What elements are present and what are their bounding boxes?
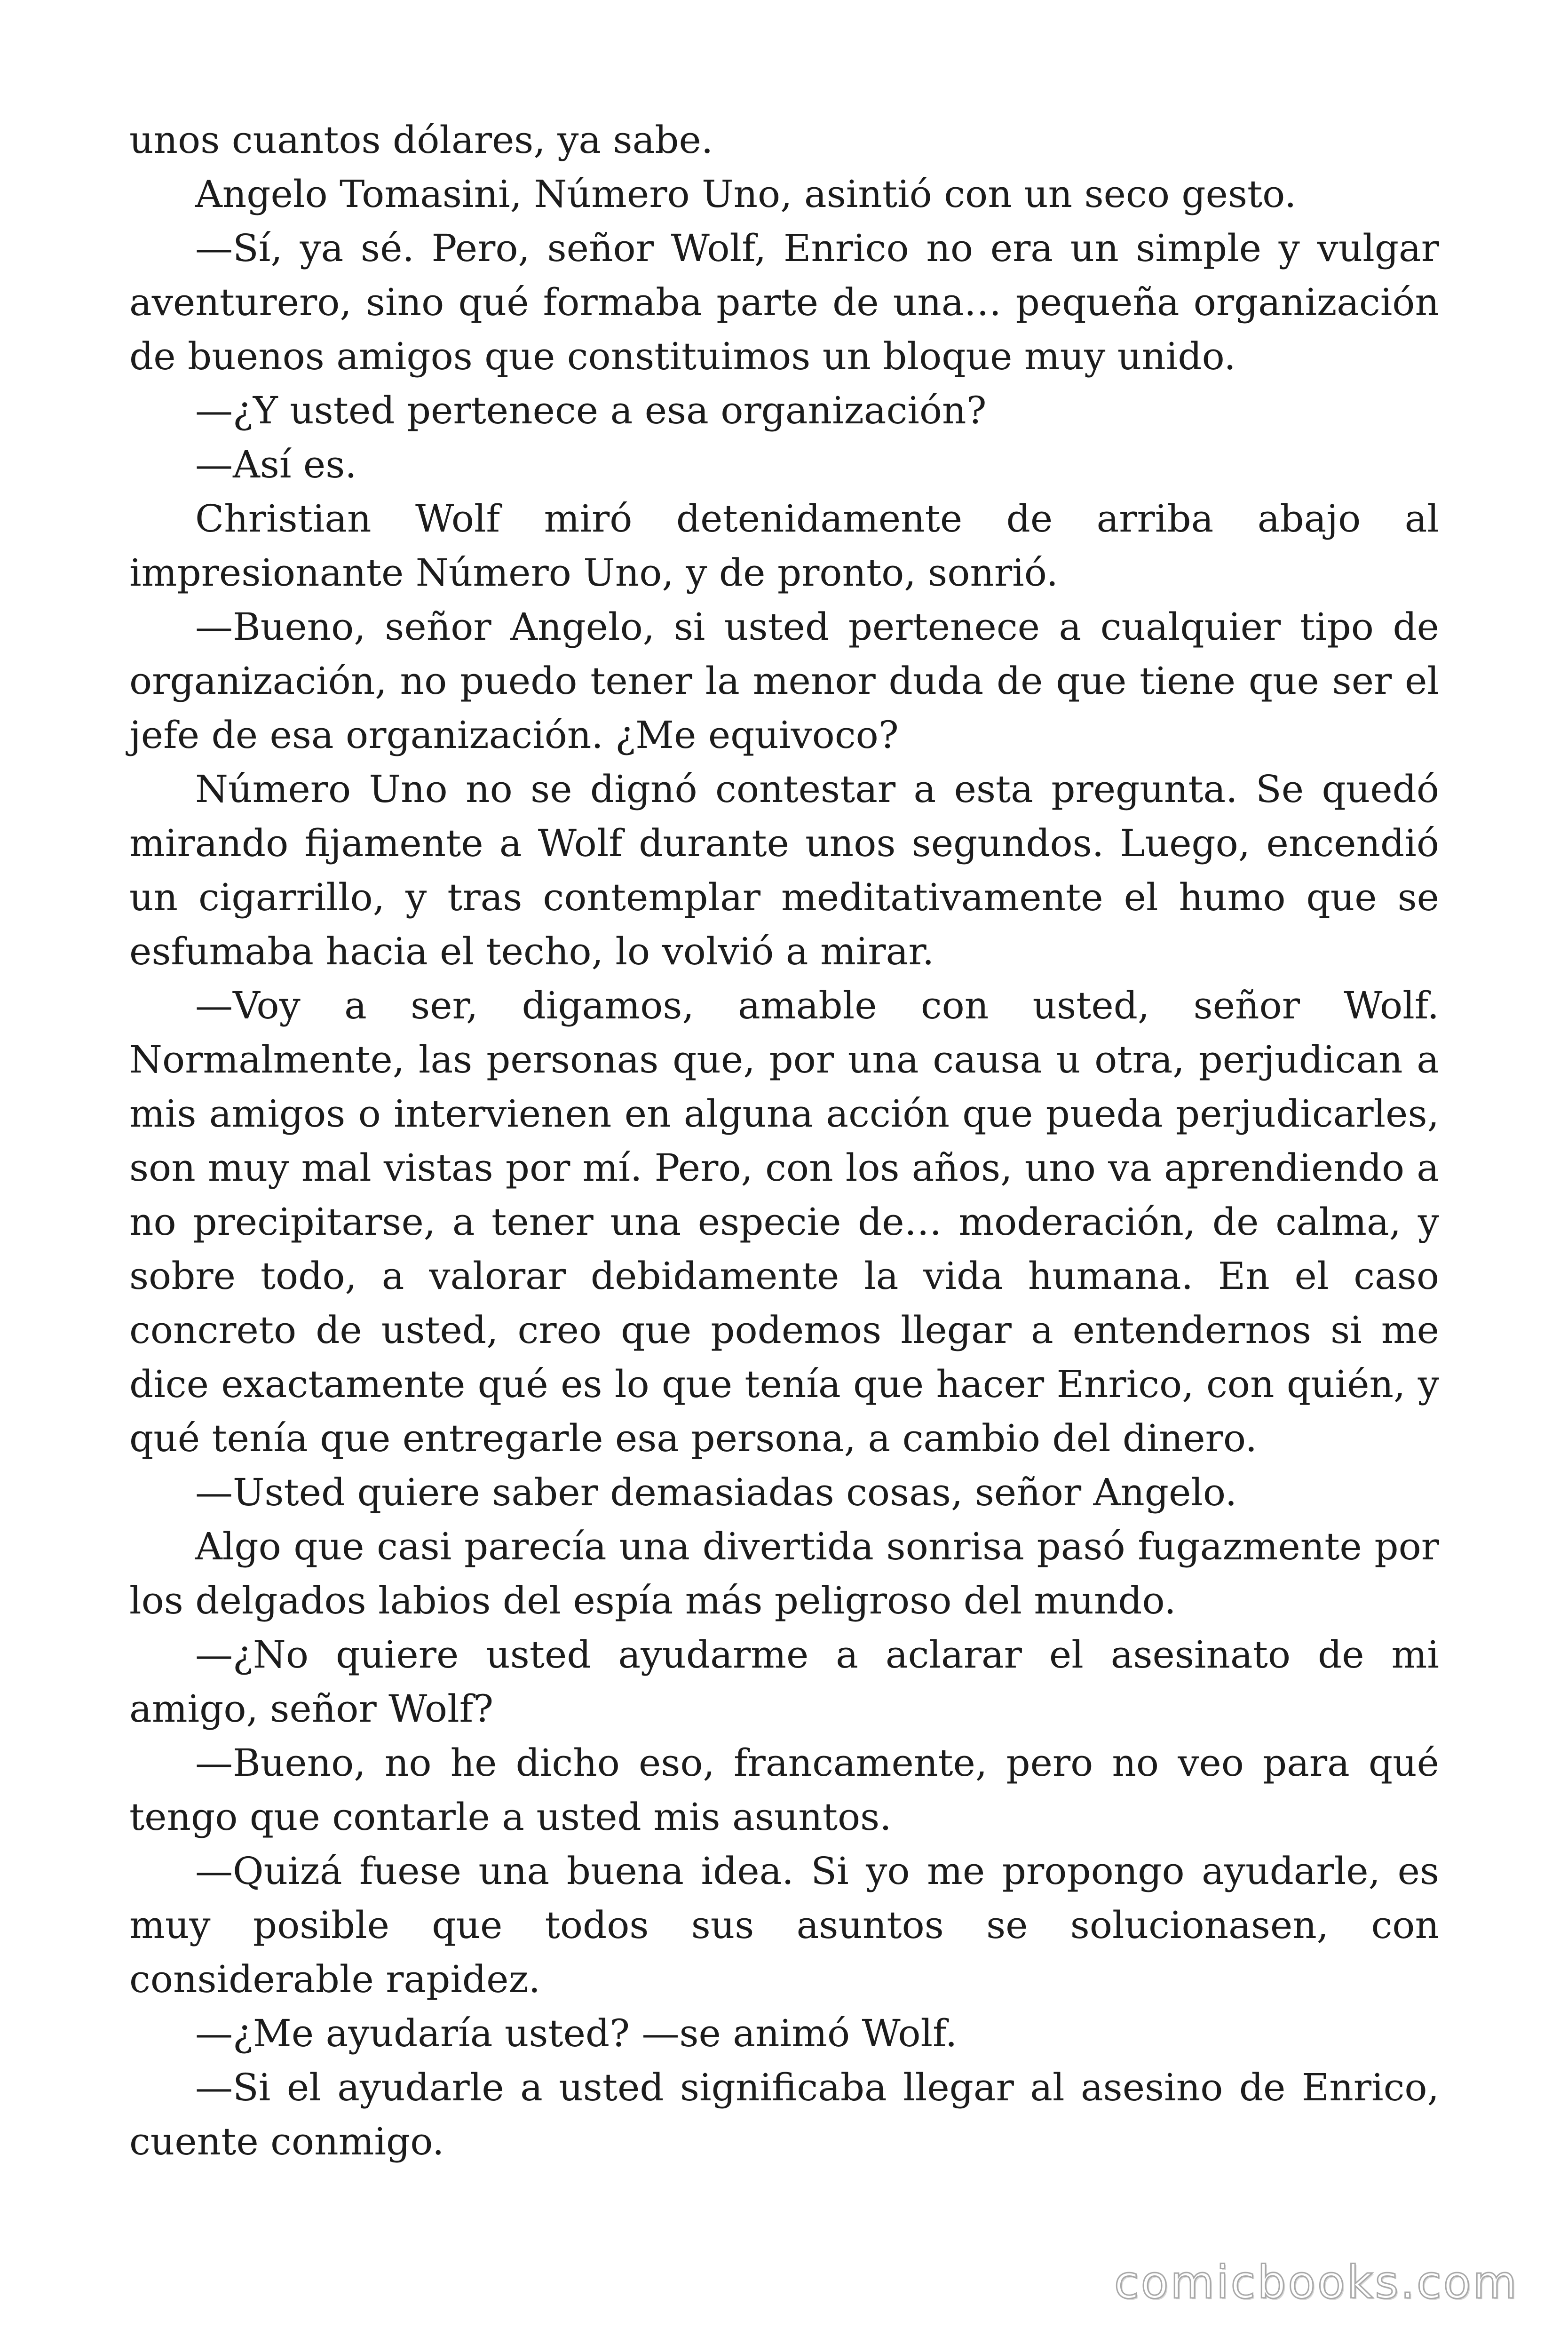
paragraph-14: —Quizá fuese una buena idea. Si yo me propongo ayudarle, es muy posible que todos sus asuntos se solucionasen, con considerable rapidez. — [129, 1849, 1439, 2001]
paragraph-6: Christian Wolf miró detenidamente de arriba abajo al impresionante Número Uno, y de pronto, sonrió. — [129, 497, 1439, 595]
paragraph-11: Algo que casi parecía una divertida sonrisa pasó fugazmente por los delgados labios del espía más peligroso del mundo. — [129, 1525, 1439, 1622]
paragraph-1: unos cuantos dólares, ya sabe. — [129, 118, 713, 162]
paragraph-13: —Bueno, no he dicho eso, francamente, pero no veo para qué tengo que contarle a usted mis asuntos. — [129, 1741, 1439, 1839]
paragraph-12: —¿No quiere usted ayudarme a aclarar el asesinato de mi amigo, señor Wolf? — [129, 1633, 1439, 1731]
paragraph-16: —Si el ayudarle a usted significaba llegar al asesino de Enrico, cuente conmigo. — [129, 2066, 1439, 2163]
paragraph-15: —¿Me ayudaría usted? —se animó Wolf. — [195, 2011, 958, 2055]
paragraph-10: —Usted quiere saber demasiadas cosas, señor Angelo. — [195, 1470, 1237, 1514]
paragraph-5: —Así es. — [195, 443, 357, 486]
watermark: comicbooks.com — [1114, 2256, 1519, 2309]
paragraph-4: —¿Y usted pertenece a esa organización? — [195, 389, 987, 432]
page-text — [129, 113, 1439, 2169]
paragraph-9: —Voy a ser, digamos, amable con usted, señor Wolf. Normalmente, las personas que, por una causa u otra, perjudican a mis amigos o intervienen en alguna acción que pueda perjudicarles, son muy mal vistas por mí. Pero, con los años, uno va aprendiendo a no precipitarse, a tener una especie de… moderación, de calma, y sobre todo, a valorar debidamente la vida humana. En el caso concreto de usted, creo que podemos llegar a entendernos si me dice exactamente qué es lo que tenía que hacer Enrico, con quién, y qué tenía que entregarle esa persona, a cambio del dinero. — [129, 984, 1439, 1460]
paragraph-8: Número Uno no se dignó contestar a esta pregunta. Se quedó mirando fijamente a Wolf durante unos segundos. Luego, encendió un cigarrillo, y tras contemplar meditativamente el humo que se esfumaba hacia el techo, lo volvió a mirar. — [129, 767, 1439, 973]
paragraph-3: —Sí, ya sé. Pero, señor Wolf, Enrico no era un simple y vulgar aventurero, sino qué formaba parte de una… pequeña organización de buenos amigos que constituimos un bloque muy unido. — [129, 226, 1439, 378]
paragraph-7: —Bueno, señor Angelo, si usted pertenece a cualquier tipo de organización, no puedo tener la menor duda de que tiene que ser el jefe de esa organización. ¿Me equivoco? — [129, 605, 1439, 757]
paragraph-2: Angelo Tomasini, Número Uno, asintió con un seco gesto. — [195, 172, 1297, 216]
